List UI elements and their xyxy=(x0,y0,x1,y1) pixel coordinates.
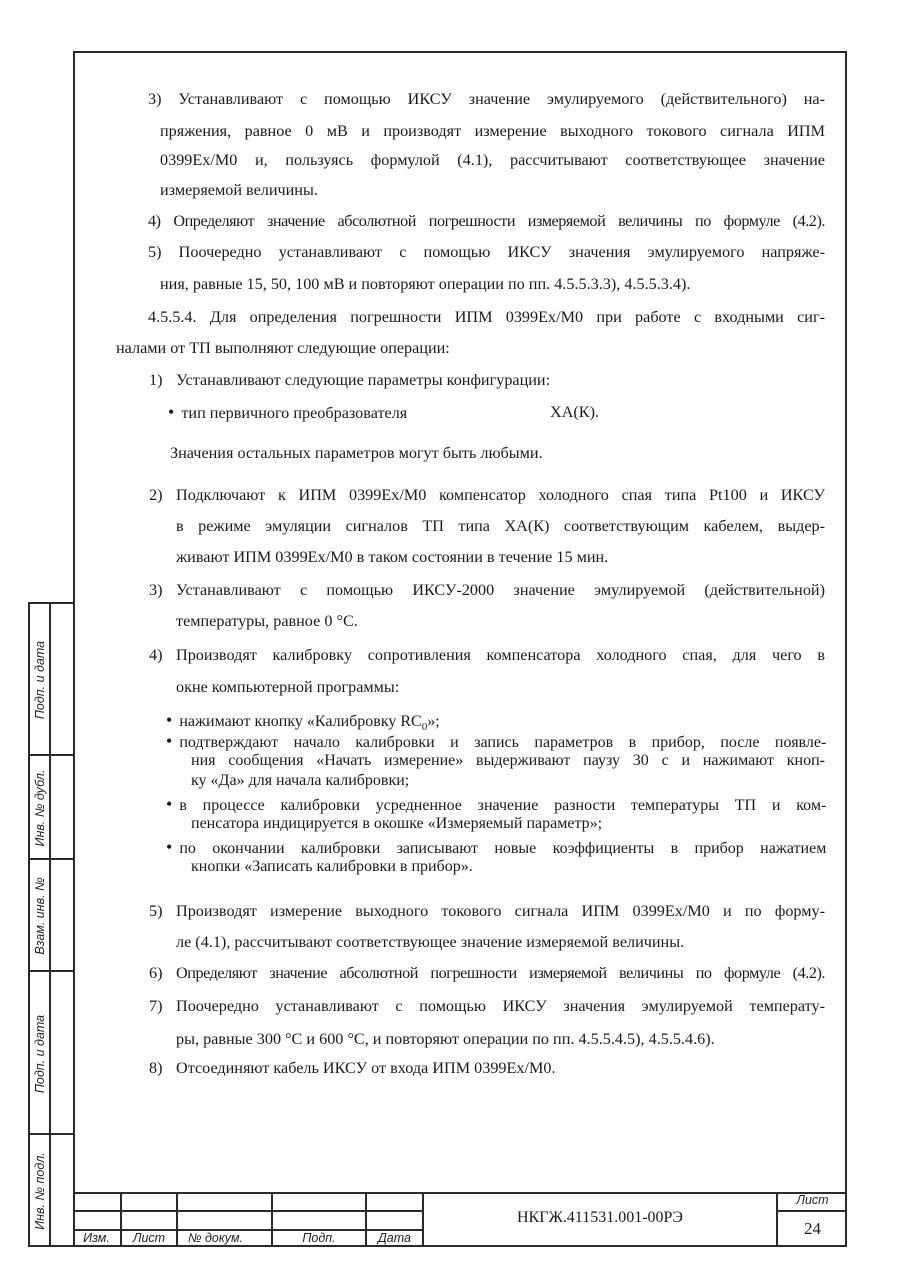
side-label-replace-inv: Взам. инв. № xyxy=(33,877,47,955)
text-line: 3) Устанавливают с помощью ИКСУ значение эмулируемого (действительного) на- xyxy=(148,90,825,108)
paragraph-line xyxy=(176,671,399,703)
step-6 xyxy=(149,957,162,989)
step-4 xyxy=(149,639,162,671)
side-label-orig-inv: Инв. № подл. xyxy=(33,1152,47,1230)
side-stamp xyxy=(28,602,75,1247)
step-3-text xyxy=(176,574,825,606)
text-line: нажимают кнопку «Калибровку RC xyxy=(179,713,422,730)
side-label-sign-date: Подп. и дата xyxy=(33,640,47,720)
paragraph-line xyxy=(176,541,608,573)
text-line: 4.5.5.4. Для определения погрешности ИПМ 0399Ex/M0 при работе с входными сиг- xyxy=(148,308,825,326)
col-label-signature: Подп. xyxy=(302,1231,336,1245)
text-line: ры, равные 300 °С и 600 °С, и повторяют операции по пп. 4.5.5.4.5), 4.5.5.4.6). xyxy=(176,1030,715,1048)
sheet-label-divider xyxy=(777,1210,847,1212)
text-line: в режиме эмуляции сигналов ТП типа ХА(К) соответствующим кабелем, выдер- xyxy=(176,517,825,535)
col-label-change: Изм. xyxy=(83,1231,110,1245)
side-cell-sign-date-1 xyxy=(30,604,51,756)
text-line: в процессе калибровки усредненное значение разности температуры ТП и ком- xyxy=(179,797,827,814)
paragraph-line xyxy=(191,814,602,834)
text-line: Поочередно устанавливают с помощью ИКСУ значения эмулируемой температу- xyxy=(176,997,825,1015)
bullet-item xyxy=(166,794,825,816)
side-label-dup-inv: Инв. № дубл. xyxy=(33,769,47,847)
side-cell-sign-date-2 xyxy=(30,972,51,1135)
step-6-text xyxy=(176,957,825,989)
step-4-text xyxy=(176,639,825,671)
paragraph-line xyxy=(191,857,473,877)
config-param-value-cell xyxy=(550,396,599,428)
step-8 xyxy=(149,1052,162,1084)
paragraph-step-3-mv xyxy=(148,83,825,115)
paragraph-line xyxy=(176,926,684,958)
title-block-row-line xyxy=(73,1210,423,1212)
text-line: температуры, равное 0 °С. xyxy=(176,612,358,630)
document-code: НКГЖ.411531.001-00РЭ xyxy=(516,1209,683,1226)
text-line: Производят калибровку сопротивления компенсатора холодного спая, для чего в xyxy=(176,646,825,664)
text-line: ле (4.1), рассчитывают соответствующее значение измеряемой величины. xyxy=(176,933,685,951)
bullet-item xyxy=(166,837,825,859)
sheet-label: Лист xyxy=(796,1193,829,1207)
text-line: подтверждают начало калибровки и запись параметров в прибор, после появле- xyxy=(179,734,827,751)
step-7-text xyxy=(176,990,825,1022)
paragraph-line xyxy=(176,1023,715,1055)
text-line: Определяют значение абсолютной погрешности измеряемой величины по формуле (4.2). xyxy=(176,964,825,982)
text-line: 0399Ex/M0 и, пользуясь формулой (4.1), рассчитывают соответствующее значение xyxy=(160,151,825,169)
col-label-date: Дата xyxy=(378,1231,411,1245)
text-line: ния, равные 15, 50, 100 мВ и повторяют операции по пп. 4.5.5.3.3), 4.5.5.3.4). xyxy=(160,275,691,293)
paragraph-line xyxy=(116,332,450,364)
side-label-sign-date-2: Подп. и дата xyxy=(33,1014,47,1093)
step-3 xyxy=(149,574,162,606)
paragraph-line xyxy=(160,115,825,147)
bullet-item xyxy=(166,731,825,753)
config-param-row xyxy=(168,396,407,429)
step-8-text xyxy=(176,1052,556,1084)
config-note xyxy=(170,437,543,469)
step-2 xyxy=(149,479,162,511)
section-4554-heading xyxy=(148,301,825,333)
title-block xyxy=(73,1192,847,1247)
step-number: 1) xyxy=(149,371,163,389)
text-line: Устанавливают с помощью ИКСУ-2000 значение эмулируемой (действительной) xyxy=(176,581,825,599)
step-number: 6) xyxy=(149,964,163,982)
step-number: 5) xyxy=(149,902,163,920)
config-param-value: ХА(К). xyxy=(550,403,600,421)
paragraph-step-5-mv xyxy=(148,236,825,268)
paragraph-line xyxy=(176,510,825,542)
text-line: ку «Да» для начала калибровки; xyxy=(191,772,410,789)
paragraph-step-4-mv xyxy=(148,205,825,237)
paragraph-line xyxy=(191,771,409,791)
step-1 xyxy=(149,364,162,396)
text-line: »; xyxy=(427,713,440,730)
paragraph-line xyxy=(160,174,318,206)
text-line: пенсатора индицируется в окошке «Измеряемый параметр»; xyxy=(191,815,603,832)
title-block-top-border xyxy=(73,1192,847,1194)
text-line: кнопки «Записать калибровки в прибор». xyxy=(191,858,473,875)
step-number: 2) xyxy=(149,486,163,504)
text-line: Производят измерение выходного токового сигнала ИПМ 0399Ex/M0 и по форму- xyxy=(176,902,825,920)
text-line: ния сообщения «Начать измерение» выдерживают паузу 30 с и нажимают кноп- xyxy=(191,752,825,769)
text-line: Устанавливают следующие параметры конфигурации: xyxy=(176,371,551,389)
text-line: 5) Поочередно устанавливают с помощью ИКСУ значения эмулируемого напряже- xyxy=(148,243,825,261)
text-line: Отсоединяют кабель ИКСУ от входа ИПМ 0399Ex/M0. xyxy=(176,1059,556,1077)
col-label-sheet: Лист xyxy=(132,1231,166,1245)
text-line: Значения остальных параметров могут быть любыми. xyxy=(170,444,543,462)
step-5-text xyxy=(176,895,825,927)
text-line: налами от ТП выполняют следующие операции: xyxy=(116,339,450,357)
text-line: измеряемой величины. xyxy=(160,181,318,199)
text-line: Подключают к ИПМ 0399Ex/M0 компенсатор холодного спая типа Pt100 и ИКСУ xyxy=(176,486,825,504)
config-param-name: тип первичного преобразователя xyxy=(181,404,408,422)
step-number: 3) xyxy=(149,581,163,599)
paragraph-line xyxy=(160,144,825,176)
col-label-doc-number: № докум. xyxy=(188,1231,244,1245)
step-number: 8) xyxy=(149,1059,163,1077)
step-2-text xyxy=(176,479,825,511)
side-cell-dup-inv xyxy=(30,756,51,860)
step-1-text xyxy=(176,364,550,396)
step-number: 4) xyxy=(149,646,163,664)
text-line: окне компьютерной программы: xyxy=(176,678,400,696)
text-line: по окончании калибровки записывают новые коэффициенты в прибор нажатием xyxy=(179,840,827,857)
text-line: пряжения, равное 0 мВ и производят измерение выходного токового сигнала ИПМ xyxy=(160,122,825,140)
subscript: 0 xyxy=(421,721,428,734)
side-cell-orig-inv xyxy=(30,1135,51,1247)
paragraph-line xyxy=(176,605,358,637)
step-number: 7) xyxy=(149,997,163,1015)
paragraph-line xyxy=(191,751,825,771)
side-cell-replace-inv xyxy=(30,860,51,972)
sheet-number: 24 xyxy=(804,1219,821,1238)
text-line: живают ИПМ 0399Ex/M0 в таком состоянии в течение 15 мин. xyxy=(176,548,609,566)
step-5 xyxy=(149,895,162,927)
text-line: 4) Определяют значение абсолютной погрешности измеряемой величины по формуле (4.2). xyxy=(148,212,825,230)
paragraph-line xyxy=(160,268,690,300)
step-7 xyxy=(149,990,162,1022)
